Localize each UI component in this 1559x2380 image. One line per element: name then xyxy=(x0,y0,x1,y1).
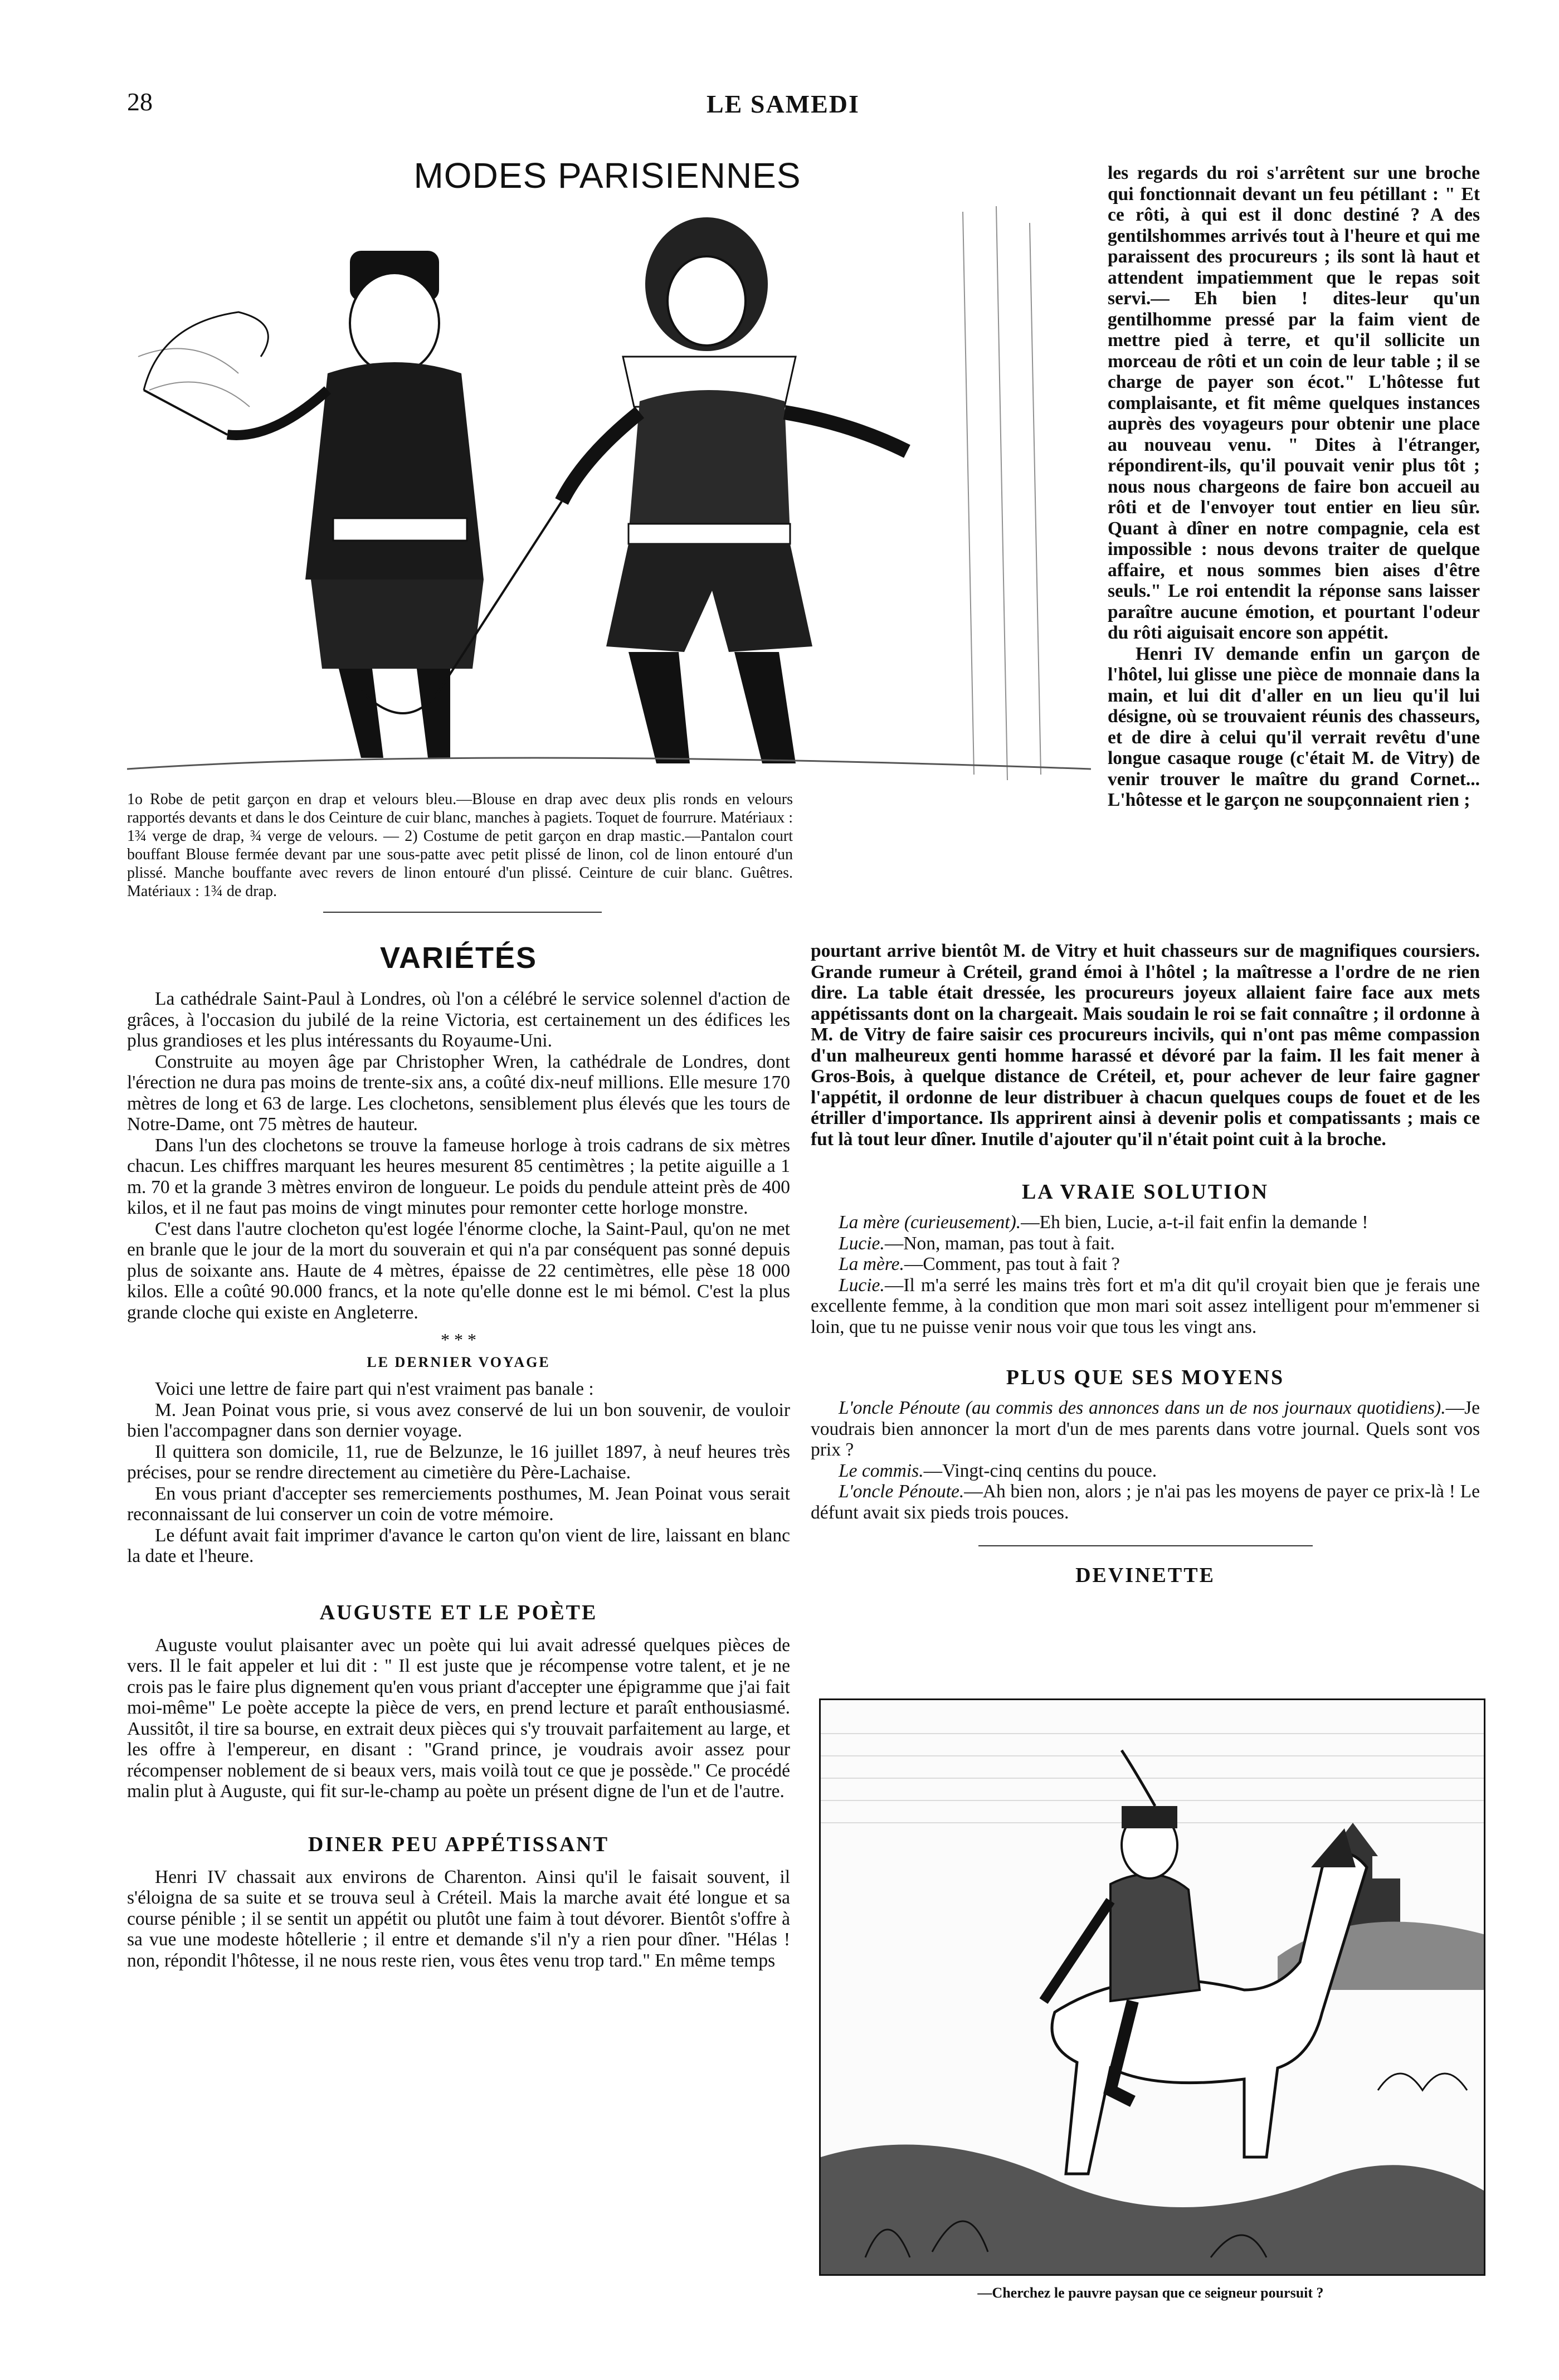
auguste-title: AUGUSTE ET LE POÈTE xyxy=(319,1600,598,1624)
devinette-illustration xyxy=(819,1698,1485,2276)
dernier-voyage-paragraph: Le défunt avait fait imprimer d'avance le carton qu'on vient de lire, laissant en blanc la date et l'heure. xyxy=(127,1525,790,1566)
dernier-voyage-title: LE DERNIER VOYAGE xyxy=(367,1354,550,1370)
diner-paragraph: Henri IV chassait aux environs de Charenton. Ainsi qu'il le faisait souvent, il s'éloigna de sa suite et se trouva seul à Créteil. Mais la marche avait été longue et sa course pénible ; il se sentit un appétit ou plutôt une faim à tout dévorer. Bientôt s'offre à sa vue une modeste hôtellerie ; il entre et demande s'il n'y a rien pour dîner. "Hélas ! non, répondit l'hôtesse, il ne nous reste rien, vous êtes venu trop tard." En même temps xyxy=(127,1866,790,1971)
varietes-paragraph: Construite au moyen âge par Christopher Wren, la cathédrale de Londres, dont l'érection ne dura pas moins de trente-six ans, a coûté dix-neuf millions. Elle mesure 170 mètres de long et 63 de large. Les clochetons, sensiblement plus élevés que les tours de Notre-Dame, ont 75 mètres de hauteur. xyxy=(127,1051,790,1135)
diner-continued-column xyxy=(1108,163,1480,811)
asterism: * * * xyxy=(441,1330,476,1350)
dialogue-line xyxy=(811,1398,1480,1461)
dernier-voyage-paragraph: M. Jean Poinat vous prie, si vous avez conservé de lui un bon souvenir, de vouloir bien l'accompagner dans son dernier voyage. xyxy=(127,1399,790,1441)
divider-rule xyxy=(323,912,602,913)
varietes-paragraph: Dans l'un des clochetons se trouve la fameuse horloge à trois cadrans de six mètres chacun. Les chiffres marquant les heures mesurent 85 centimètres ; la petite aiguille a 1 m. 70 et la grande 3 mètres environ de longueur. Le poids du pendule atteint près de 400 kilos, et il ne faut pas moins de vingt minutes pour remonter cette horloge monstre. xyxy=(127,1135,790,1218)
dialogue-line xyxy=(811,1481,1480,1523)
dialogue-line xyxy=(811,1254,1480,1275)
diner-wide-body xyxy=(811,941,1480,1150)
solution-title: LA VRAIE SOLUTION xyxy=(1021,1180,1269,1204)
dernier-voyage-paragraph: Il quittera son domicile, 11, rue de Belzunze, le 16 juillet 1897, à neuf heures très précises, pour se rendre directement au cimetière du Père-Lachaise. xyxy=(127,1441,790,1483)
diner-continued-paragraph: les regards du roi s'arrêtent sur une broche qui fonctionnait devant un feu pétillant : " Et ce rôti, à qui est il donc destiné ? A des gentilshommes arrivés tout à l'heure et qui me paraissent des procureurs ; ils sont là haut et attendent impatiemment que le repas soit servi.— Eh bien ! dites-leur qu'un gentilhomme pressé par la faim vient de mettre pied à terre, et qu'il sollicite un morceau de rôti et un coin de leur table ; il se charge de payer son écot." L'hôtesse fut complaisante, et fit même quelques instances auprès des voyageurs pour obtenir une place au nouveau venu. " Dites à l'étranger, répondirent-ils, qu'il pouvait venir plus tôt ; nous nous chargeons de faire bon accueil au rôti et de l'envoyer tout entier en lieu sûr. Quant à dîner en notre compagnie, cela est impossible : nous devons traiter de quelque affaire, et nous sommes bien aises d'être seuls." Le roi entendit la réponse sans laisser paraître aucune émotion, et pourtant l'odeur du rôti aiguisait encore son appétit. xyxy=(1108,163,1480,643)
dialogue-line xyxy=(811,1275,1480,1338)
dernier-voyage-paragraph: Voici une lettre de faire part qui n'est vraiment pas banale : xyxy=(155,1379,594,1399)
varietes-paragraph: La cathédrale Saint-Paul à Londres, où l'on a célébré le service solennel d'action de grâces, à l'occasion du jubilé de la reine Victoria, est certainement un des édifices les plus grandioses et les plus intéressants du Royaume-Uni. xyxy=(127,989,790,1051)
boy-left-figure xyxy=(144,251,484,758)
dialogue-speaker: L'oncle Pénoute. xyxy=(839,1481,964,1502)
varietes-paragraph: C'est dans l'autre clocheton qu'est logée l'énorme cloche, la Saint-Paul, qu'on ne met en branle que le jour de la mort du souverain et qui n'a par conséquent pas sonné depuis plus de soixante ans. Haute de 4 mètres, épaisse de 22 centimètres, elle pèse 18 000 kilos. Elle a coûté 90.000 francs, et la note qu'elle donne est le mi bémol. C'est la plus grande cloche qui existe en Angleterre. xyxy=(127,1218,790,1323)
dialogue-text: —Ah bien non, alors ; je n'ai pas les moyens de payer ce prix-là ! Le défunt avait six pieds trois pouces. xyxy=(811,1481,1480,1523)
diner-title: DINER PEU APPÉTISSANT xyxy=(308,1832,610,1856)
moyens-title: PLUS QUE SES MOYENS xyxy=(1006,1366,1285,1389)
dialogue-line xyxy=(811,1461,1480,1482)
diner-wide-paragraph: pourtant arrive bientôt M. de Vitry et huit chasseurs sur de magnifiques coursiers. Grande rumeur à Créteil, grand émoi à l'hôtel ; la maîtresse a l'ordre de ne rien dire. La table était dressée, les procureurs joyeux allaient faire face aux mets appétissants dont on la chargeait. Mais soudain le roi se fait connaître ; il ordonne à M. de Vitry de faire saisir ces procureurs incivils, qui n'ont pas même compassion d'un malheureux genti homme harassé et dévoré par la faim. Il les fait mener à Gros-Bois, à quelque distance de Créteil, et, pour achever de leur faire gagner l'appétit, il ordonne de leur distribuer à chacun quelques coups de fouet et de les étriller d'importance. Ils apprirent ainsi à devenir polis et compatissants ; mais ce fut là tout leur dîner. Inutile d'ajouter qu'il n'était point cuit à la broche. xyxy=(811,941,1480,1150)
dialogue-text: —Il m'a serré les mains très fort et m'a dit qu'il croyait bien que je ferais une excellente femme, à la condition que mon mari soit assez intelligent pour m'emmener si loin, que tu ne puisse venir nous voir que tous les vingt ans. xyxy=(811,1274,1480,1337)
dialogue-speaker: Lucie. xyxy=(839,1233,885,1254)
dialogue-text: —Eh bien, Lucie, a-t-il fait enfin la demande ! xyxy=(1021,1212,1368,1233)
dialogue-speaker: L'oncle Pénoute (au commis des annonces dans un de nos journaux quotidiens). xyxy=(839,1398,1446,1418)
diner-body xyxy=(127,1867,790,1972)
dialogue-speaker: La mère (curieusement). xyxy=(839,1212,1021,1233)
solution-body xyxy=(811,1212,1480,1337)
varietes-title: VARIÉTÉS xyxy=(379,941,538,975)
fashion-caption: 1o Robe de petit garçon en drap et velours bleu.—Blouse en drap avec deux plis ronds en velours rapportés devants et dans le dos Ceinture de cuir blanc, manches à pagiets. Toquet de fourrure. Matériaux : 1¾ verge de drap, ¾ verge de velours. — 2) Costume de petit garçon en drap mastic.—Pantalon court bouffant Blouse fermée devant par une sous-patte avec petit plissé de linon, col de linon entouré d'un plissé. Manche bouffante avec revers de linon entouré d'un plissé. Ceinture de cuir blanc. Guêtres. Matériaux : 1¾ de drap. xyxy=(127,791,793,900)
dialogue-text: —Non, maman, pas tout à fait. xyxy=(884,1233,1115,1254)
diner-continued-paragraph: Henri IV demande enfin un garçon de l'hôtel, lui glisse une pièce de monnaie dans la main, et lui dit d'aller en un lieu qu'il lui désigne, où se trouvaient réunis des chasseurs, et de dire à celui qu'il verrait revêtu d'une longue casaque rouge (c'était M. de Vitry) de venir trouver le maître du grand Cornet... L'hôtesse et le garçon ne soupçonnaient rien ; xyxy=(1108,643,1480,810)
right-column xyxy=(811,941,1480,1588)
auguste-paragraph: Auguste voulut plaisanter avec un poète qui lui avait adressé quelques pièces de vers. Il le fait appeler et lui dit : " Il est juste que je récompense votre talent, et je ne crois pas le faire plus dignement qu'en vous priant d'accepter une épigramme que j'ai fait moi-même" Le poète accepte la pièce de vers, en prend lecture et paraît enthousiasmé. Aussitôt, il tire sa bourse, en extrait deux pièces qui s'y trouvait parfaitement au large, et les offre à l'empereur, en disant : "Grand prince, je voudrais avoir assez pour récompenser noblement de si beaux vers, mais voilà tout ce que je possède." Ce procédé malin plut à Auguste, qui fit sur-le-champ au poète un présent digne de l'un et de l'autre. xyxy=(127,1634,790,1802)
dialogue-line xyxy=(811,1233,1480,1254)
divider-rule xyxy=(978,1545,1313,1546)
dialogue-speaker: Lucie. xyxy=(839,1274,885,1296)
dernier-voyage-body xyxy=(127,1379,790,1567)
dialogue-text: —Comment, pas tout à fait ? xyxy=(904,1254,1120,1274)
auguste-body xyxy=(127,1635,790,1802)
varietes-body xyxy=(127,989,790,1323)
fashion-title: MODES PARISIENNES xyxy=(413,155,801,196)
devinette-caption: —Cherchez le pauvre paysan que ce seigneur poursuit ? xyxy=(977,2285,1324,2301)
dialogue-speaker: La mère. xyxy=(839,1254,904,1274)
fashion-illustration xyxy=(127,189,1091,786)
devinette-title: DEVINETTE xyxy=(1075,1564,1215,1587)
dialogue-text: —Vingt-cinq centins du pouce. xyxy=(923,1460,1157,1481)
varietes-section xyxy=(127,941,790,1971)
publication-title: LE SAMEDI xyxy=(707,90,860,118)
page-number: 28 xyxy=(127,87,153,116)
dernier-voyage-paragraph: En vous priant d'accepter ses remerciements posthumes, M. Jean Poinat vous serait reconnaissant de lui conserver un coin de votre mémoire. xyxy=(127,1483,790,1525)
dialogue-line xyxy=(811,1212,1480,1233)
moyens-body xyxy=(811,1398,1480,1523)
dialogue-text: —Je voudrais bien annoncer la mort d'un de mes parents dans votre journal. Quels sont vos prix ? xyxy=(811,1398,1480,1460)
dialogue-speaker: Le commis. xyxy=(839,1460,924,1481)
